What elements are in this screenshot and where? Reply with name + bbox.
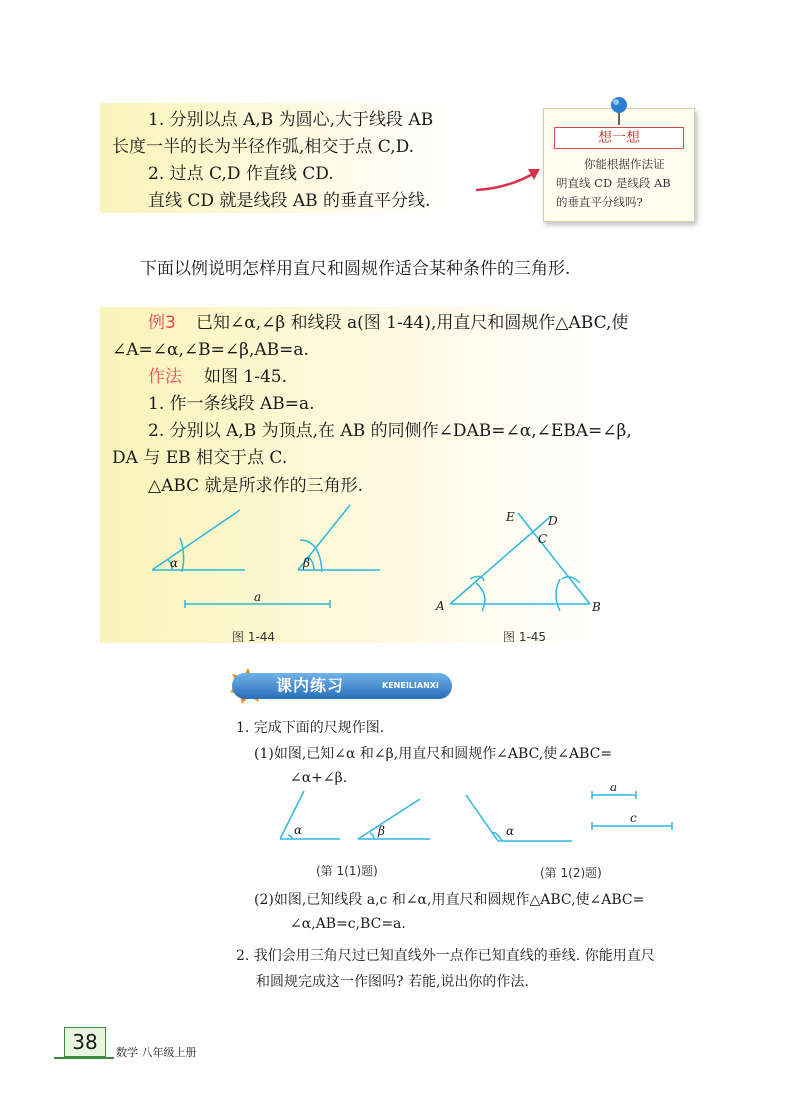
think-box-title: 想一想 (554, 127, 684, 149)
example-line-1: 已知∠α,∠β 和线段 a(图 1-44),用直尺和圆规作△ABC,使 (196, 313, 629, 333)
q2-line1: 2. 我们会用三角尺过已知直线外一点作已知直线的垂线. 你能用直尺 (236, 948, 655, 964)
method-ref: 如图 1-45. (204, 367, 287, 387)
q1-1-caption: (第 1(1)题) (316, 864, 378, 878)
page-number: 38 (64, 1027, 106, 1057)
step-2: 2. 过点 C,D 作直线 CD. (148, 164, 334, 184)
example-conclusion: △ABC 就是所求作的三角形. (148, 476, 363, 496)
fig45-C: C (538, 532, 548, 546)
q1: 1. 完成下面的尺规作图. (236, 720, 385, 736)
example-label: 例3 (148, 313, 176, 333)
example-line-2: ∠A=∠α,∠B=∠β,AB=a. (112, 340, 309, 360)
q2-line2: 和圆规完成这一作图吗? 若能,说出你的作法. (256, 974, 529, 990)
fig45-A: A (436, 599, 445, 613)
figure-1-44 (140, 500, 390, 620)
method-step-2: 2. 分别以 A,B 为顶点,在 AB 的同侧作∠DAB=∠α,∠EBA=∠β, (148, 421, 632, 441)
figure-1-45 (430, 505, 610, 620)
think-box-line-1: 你能根据作法证 (584, 157, 665, 171)
fig45-B: B (592, 600, 601, 614)
q1-part1-line2: ∠α+∠β. (290, 770, 348, 786)
pushpin-icon (604, 95, 634, 129)
think-box (543, 108, 695, 222)
q1-part2-line1: (2)如图,已知线段 a,c 和∠α,用直尺和圆规作△ABC,使∠ABC= (254, 892, 645, 908)
practice-banner (232, 673, 452, 699)
page-number-underline (54, 1057, 114, 1059)
intro-text: 下面以例说明怎样用直尺和圆规作适合某种条件的三角形. (140, 259, 571, 279)
q1-part2-line2: ∠α,AB=c,BC=a. (290, 916, 406, 932)
q1-2-caption: (第 1(2)题) (540, 866, 602, 880)
practice-figures (270, 785, 690, 847)
fig44-beta-label: β (303, 556, 310, 570)
p-alpha-1: α (294, 823, 303, 837)
p-a: a (610, 785, 618, 794)
method-step-1: 1. 作一条线段 AB=a. (148, 394, 315, 414)
fig44-alpha-label: α (170, 556, 179, 570)
p-beta: β (378, 824, 385, 838)
practice-title: 课内练习 (276, 676, 345, 695)
fig44-a-label: a (254, 590, 262, 604)
step-1-line-2: 长度一半的长为半径作弧,相交于点 C,D. (112, 137, 415, 157)
method-step-2-cont: DA 与 EB 相交于点 C. (112, 448, 288, 468)
p-c: c (630, 811, 637, 825)
think-box-line-2: 明直线 CD 是线段 AB (556, 176, 671, 190)
red-arrow (470, 160, 550, 200)
fig44-caption: 图 1-44 (232, 630, 276, 644)
book-title: 数学 八年级上册 (116, 1046, 197, 1059)
q1-part1-line1: (1)如图,已知∠α 和∠β,用直尺和圆规作∠ABC,使∠ABC= (254, 746, 613, 762)
method-label: 作法 (148, 367, 182, 387)
fig45-E: E (506, 510, 515, 524)
fig45-D: D (548, 514, 558, 528)
fig45-caption: 图 1-45 (503, 630, 547, 644)
step-1-line-1: 1. 分别以点 A,B 为圆心,大于线段 AB (148, 110, 434, 130)
think-box-line-3: 的垂直平分线吗? (556, 195, 643, 209)
p-alpha-2: α (506, 824, 515, 838)
step-conclusion: 直线 CD 就是线段 AB 的垂直平分线. (148, 191, 431, 211)
practice-subtitle: KENEILIANXI (382, 681, 439, 690)
